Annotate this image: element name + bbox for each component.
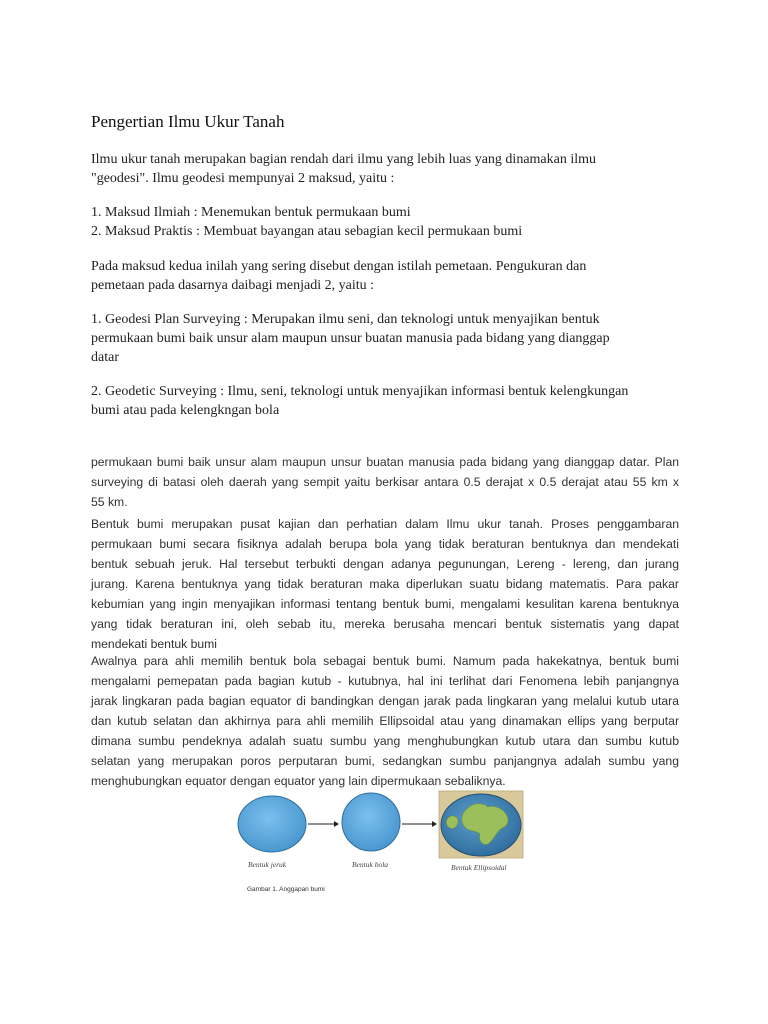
text-line: 1. Geodesi Plan Surveying : Merupakan ilmu seni, dan teknologi untuk menyajikan bentuk	[91, 312, 600, 327]
text-line: jarak lingkaran pada bagian equator di bandingkan dengan jarak pada lingkaran yang melalui kutub utara	[91, 694, 679, 708]
text-line: Awalnya para ahli memilih bentuk bola sebagai bentuk bumi. Namum pada hakekatnya, bentuk bumi	[91, 654, 679, 668]
earth-shape-figure	[232, 788, 532, 898]
figure-caption: Gambar 1. Anggapan bumi	[247, 886, 325, 893]
text-line: permukaan bumi baik unsur alam maupun unsur buatan manusia pada bidang yang dianggap datar. Plan	[91, 455, 679, 469]
text-line: bentuk sebuah jeruk. Hal tersebut terbukti dengan adanya pegunungan, Lereng - lereng, dan jurang	[91, 557, 679, 571]
text-line: kebumian yang ingin menyajikan informasi tentang bentuk bumi, mengalami kesulitan karena bentuknya	[91, 597, 679, 611]
text-line: selatan yang merupakan poros perputaran bumi, sedangkan sumbu panjangnya adalah sumbu yang	[91, 754, 679, 768]
paragraph-geodetic-surveying	[91, 382, 681, 420]
paragraph-intro	[91, 150, 681, 188]
text-line: mengalami pemepatan pada bagian kutub - kutubnya, hal ini terlihat dari Fenomena lebih panjangnya	[91, 674, 679, 688]
arrow-2-head	[432, 821, 437, 827]
land-shape	[446, 816, 458, 829]
text-line: surveying di batasi oleh daerah yang sempit yaitu berkisar antara 0.5 derajat x 0.5 derajat atau 55 km x	[91, 475, 679, 489]
text-line: Ilmu ukur tanah merupakan bagian rendah dari ilmu yang lebih luas yang dinamakan ilmu	[91, 152, 597, 167]
arrow-1-head	[334, 821, 339, 827]
text-line: 55 km.	[91, 495, 128, 509]
text-line: pemetaan pada dasarnya daibagi menjadi 2, yaitu :	[91, 278, 375, 293]
list-maksud	[91, 203, 681, 241]
paragraph-awalnya	[91, 651, 679, 791]
page-title: Pengertian Ilmu Ukur Tanah	[91, 112, 285, 131]
text-line: 2. Geodetic Surveying : Ilmu, seni, teknologi untuk menyajikan informasi bentuk kelengkungan	[91, 384, 629, 399]
paragraph-plan-surveying-cont	[91, 452, 679, 512]
text-line: jurang. Karena bentuknya yang tidak beraturan maka diperlukan suatu bidang matematis. Para pakar	[91, 577, 679, 591]
text-line: permukaan bumi secara fisiknya adalah berupa bola yang tidak beraturan bentuknya dan mendekati	[91, 537, 679, 551]
text-line: Pada maksud kedua inilah yang sering disebut dengan istilah pemetaan. Pengukuran dan	[91, 259, 587, 274]
text-line: yang tidak beraturan ini, oleh sebab itu, mereka berusaha mencari bentuk sistematis yang dapat	[91, 617, 679, 631]
orange-shape	[238, 796, 306, 852]
label-bentuk-ellipsoidal: Bentuk Ellipsoidal	[451, 863, 507, 872]
list-item: 1. Maksud Ilmiah : Menemukan bentuk permukaan bumi	[91, 205, 411, 220]
paragraph-pemetaan	[91, 257, 681, 295]
list-item: 2. Maksud Praktis : Membuat bayangan atau sebagian kecil permukaan bumi	[91, 224, 523, 239]
text-line: dimana sumbu pendeknya adalah suatu sumbu yang menghubungkan kutub utara dan sumbu kutub	[91, 734, 679, 748]
text-line: mendekati bentuk bumi	[91, 637, 218, 651]
text-line: permukaan bumi baik unsur alam maupun unsur buatan manusia pada bidang yang dianggap	[91, 331, 610, 346]
text-line: bumi atau pada kelengkngan bola	[91, 403, 280, 418]
label-bentuk-jeruk: Bentuk jeruk	[248, 860, 287, 869]
text-line: "geodesi". Ilmu geodesi mempunyai 2 maksud, yaitu :	[91, 171, 395, 186]
text-line: dan kutub selatan dan akhirnya para ahli memilih Ellipsoidal atau yang dinamakan ellips yang berputar	[91, 714, 679, 728]
label-bentuk-bola: Bentuk bola	[352, 860, 389, 869]
text-line: datar	[91, 350, 119, 365]
text-line: Bentuk bumi merupakan pusat kajian dan perhatian dalam Ilmu ukur tanah. Proses penggambaran	[91, 517, 679, 531]
sphere-shape	[342, 793, 400, 851]
paragraph-bentuk-bumi	[91, 514, 679, 654]
paragraph-plan-surveying	[91, 310, 681, 367]
text-line: menghubungkan equator dengan equator yang lain dipermukaan sebaliknya.	[91, 774, 506, 788]
